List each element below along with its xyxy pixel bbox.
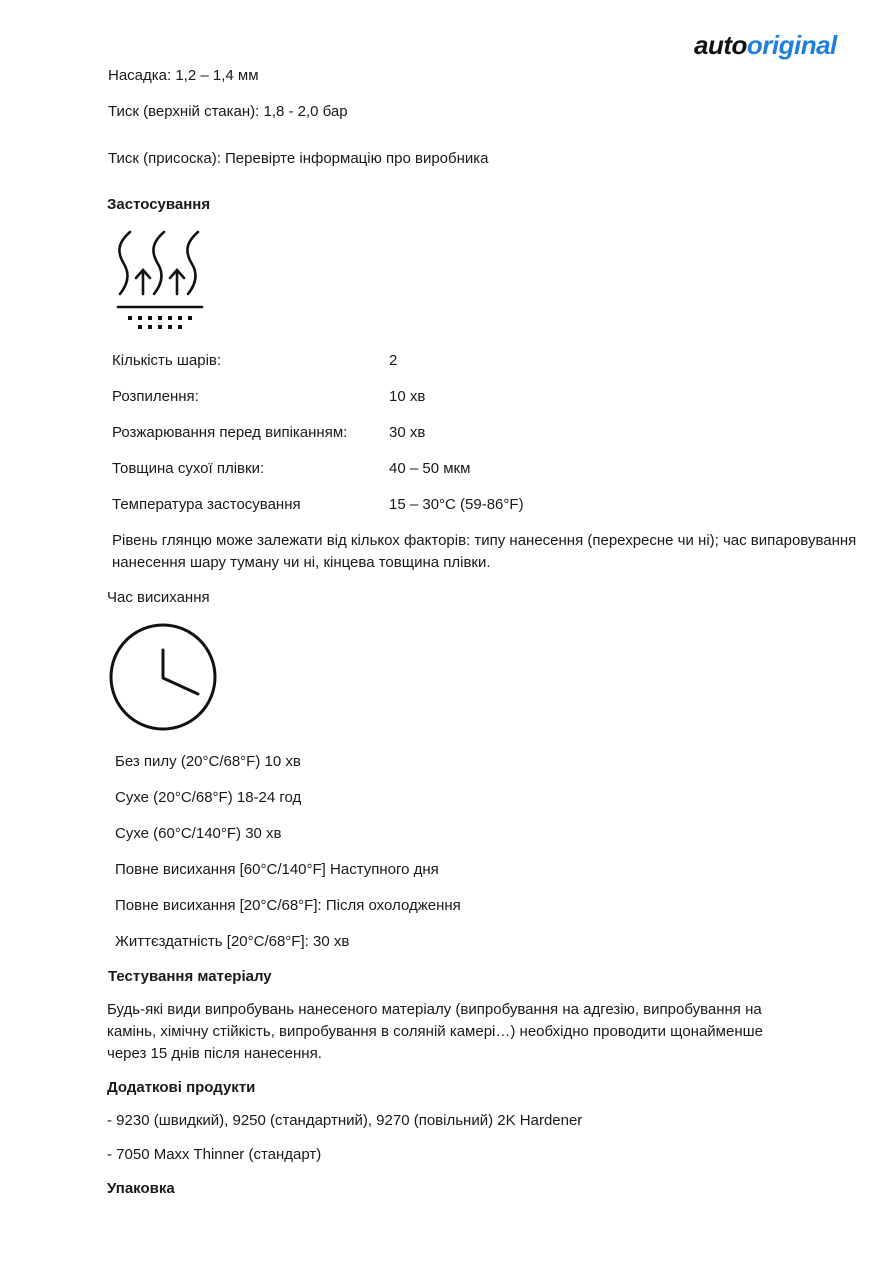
gloss-note-line2: нанесення шару туману чи ні, кінцева товщина плівки.	[112, 554, 491, 571]
testing-text-line2: камінь, хімічну стійкість, випробування в соляній камері…) необхідно проводити щонайменше	[107, 1023, 763, 1040]
testing-text-line3: через 15 днів після нанесення.	[107, 1045, 322, 1062]
nozzle-spec: Насадка: 1,2 – 1,4 мм	[108, 67, 259, 84]
brand-logo	[694, 30, 837, 61]
film-thickness-value: 40 – 50 мкм	[389, 460, 471, 477]
logo-part-auto: auto	[694, 30, 747, 60]
film-thickness-label: Товщина сухої плівки:	[112, 460, 265, 477]
flash-off-label: Розжарювання перед випіканням:	[112, 424, 348, 441]
coats-label: Кількість шарів:	[112, 352, 222, 369]
pressure-suction-spec: Тиск (присоска): Перевірте інформацію про виробника	[108, 150, 489, 167]
testing-heading: Тестування матеріалу	[108, 968, 272, 985]
product-item-thinner: - 7050 Maxx Thinner (стандарт)	[107, 1146, 322, 1163]
product-item-hardener: - 9230 (швидкий), 9250 (стандартний), 9270 (повільний) 2K Hardener	[107, 1112, 583, 1129]
dry-60c-row: Сухе (60°C/140°F) 30 хв	[115, 825, 282, 842]
spraying-value: 10 хв	[389, 388, 426, 405]
spraying-label: Розпилення:	[112, 388, 199, 405]
drying-heading: Час висихання	[107, 589, 210, 606]
clock-icon	[108, 622, 220, 734]
coats-value: 2	[389, 352, 398, 369]
application-temperature-value: 15 – 30°C (59-86°F)	[389, 496, 524, 513]
gloss-note-line1: Рівень глянцю може залежати від кількох факторів: типу нанесення (перехресне чи ні); час випаровування	[112, 532, 857, 549]
dust-free-row: Без пилу (20°C/68°F) 10 хв	[115, 753, 301, 770]
logo-part-original: original	[746, 30, 837, 60]
flash-off-value: 30 хв	[389, 424, 426, 441]
products-heading: Додаткові продукти	[107, 1079, 256, 1096]
full-dry-20c-row: Повне висихання [20°C/68°F]: Після охолодження	[115, 897, 461, 914]
spray-heat-icon	[112, 228, 208, 334]
packaging-heading: Упаковка	[107, 1180, 175, 1197]
full-dry-60c-row: Повне висихання [60°C/140°F] Наступного дня	[115, 861, 439, 878]
pot-life-row: Життєздатність [20°C/68°F]: 30 хв	[115, 933, 350, 950]
dry-20c-row: Сухе (20°C/68°F) 18-24 год	[115, 789, 302, 806]
application-heading: Застосування	[107, 196, 211, 213]
application-temperature-label: Температура застосування	[112, 496, 301, 513]
testing-text-line1: Будь-які види випробувань нанесеного матеріалу (випробування на адгезію, випробування на	[107, 1001, 762, 1018]
pressure-top-spec: Тиск (верхній стакан): 1,8 - 2,0 бар	[108, 103, 348, 120]
